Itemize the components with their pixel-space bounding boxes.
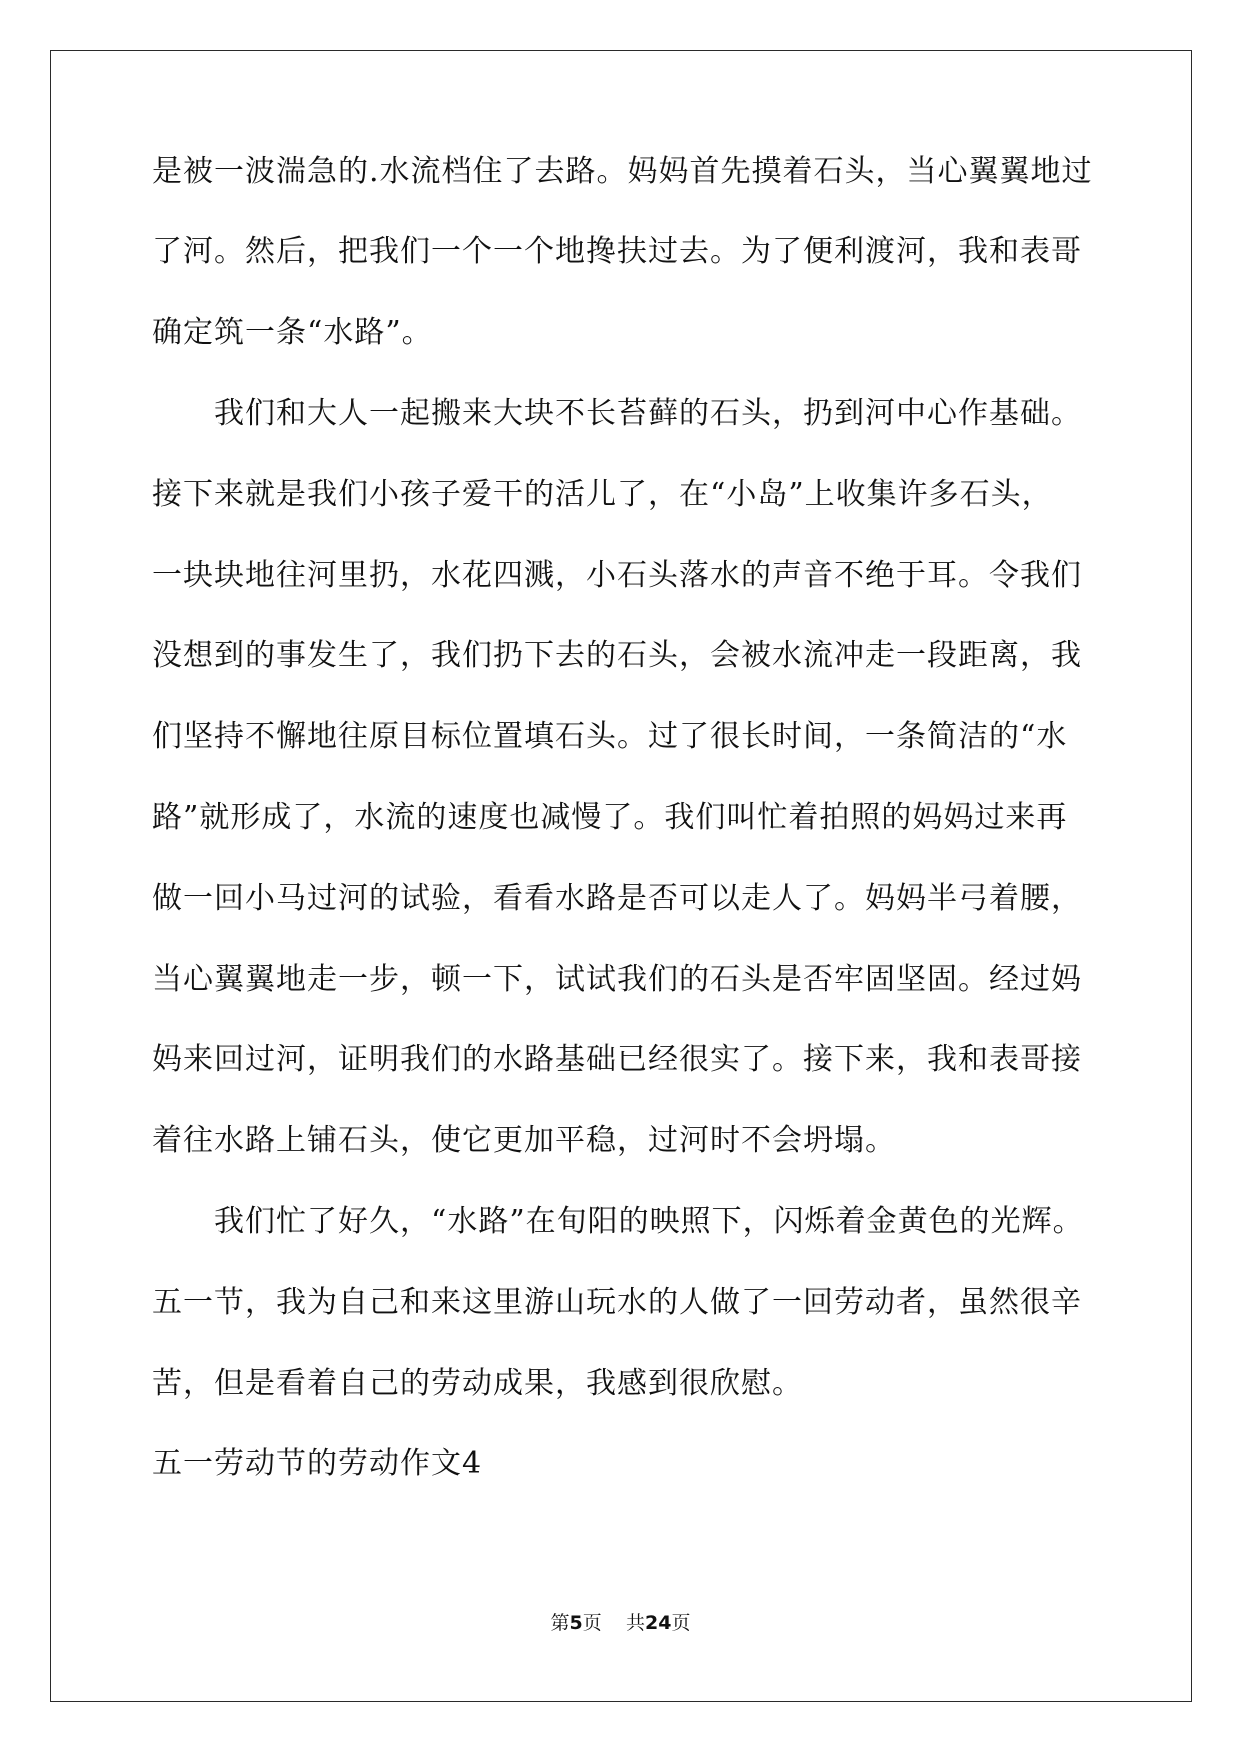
body-line-3: 确定筑一条“水路”。 bbox=[152, 315, 433, 350]
page-footer bbox=[0, 1611, 1241, 1635]
body-line-5: 接下来就是我们小孩子爱干的活儿了，在“小岛”上收集许多石头， bbox=[152, 477, 1053, 512]
body-line-16: 苦，但是看着自己的劳动成果，我感到很欣慰。 bbox=[152, 1366, 803, 1401]
total-prefix: 共 bbox=[625, 1612, 645, 1634]
body-line-9: 路”就形成了，水流的速度也减慢了。我们叫忙着拍照的妈妈过来再 bbox=[152, 800, 1068, 835]
page-number: 5 bbox=[569, 1612, 583, 1634]
body-line-10: 做一回小马过河的试验，看看水路是否可以走人了。妈妈半弓着腰， bbox=[152, 881, 1082, 916]
page-suffix: 页 bbox=[582, 1612, 602, 1634]
section-heading: 五一劳动节的劳动作文4 bbox=[152, 1446, 483, 1481]
body-line-7: 没想到的事发生了，我们扔下去的石头，会被水流冲走一段距离，我 bbox=[152, 638, 1082, 673]
body-line-2: 了河。然后，把我们一个一个地搀扶过去。为了便利渡河，我和表哥 bbox=[152, 234, 1082, 269]
body-line-13: 着往水路上铺石头，使它更加平稳，过河时不会坍塌。 bbox=[152, 1123, 896, 1158]
body-line-6: 一块块地往河里扔，水花四溅，小石头落水的声音不绝于耳。令我们 bbox=[152, 558, 1082, 593]
body-line-11: 当心翼翼地走一步，顿一下，试试我们的石头是否牢固坚固。经过妈 bbox=[152, 962, 1082, 997]
body-line-15: 五一节，我为自己和来这里游山玩水的人做了一回劳动者，虽然很辛 bbox=[152, 1285, 1082, 1320]
body-line-8: 们坚持不懈地往原目标位置填石头。过了很长时间，一条简洁的“水 bbox=[152, 719, 1068, 754]
total-pages: 24 bbox=[644, 1612, 672, 1634]
body-line-12: 妈来回过河，证明我们的水路基础已经很实了。接下来，我和表哥接 bbox=[152, 1042, 1082, 1077]
body-line-1: 是被一波湍急的.水流档住了去路。妈妈首先摸着石头，当心翼翼地过 bbox=[152, 154, 1093, 189]
body-line-4: 我们和大人一起搬来大块不长苔藓的石头，扔到河中心作基础。 bbox=[214, 396, 1082, 431]
total-suffix: 页 bbox=[671, 1612, 691, 1634]
page-prefix: 第 bbox=[550, 1612, 570, 1634]
body-line-14: 我们忙了好久，“水路”在旬阳的映照下，闪烁着金黄色的光辉。 bbox=[214, 1204, 1084, 1239]
